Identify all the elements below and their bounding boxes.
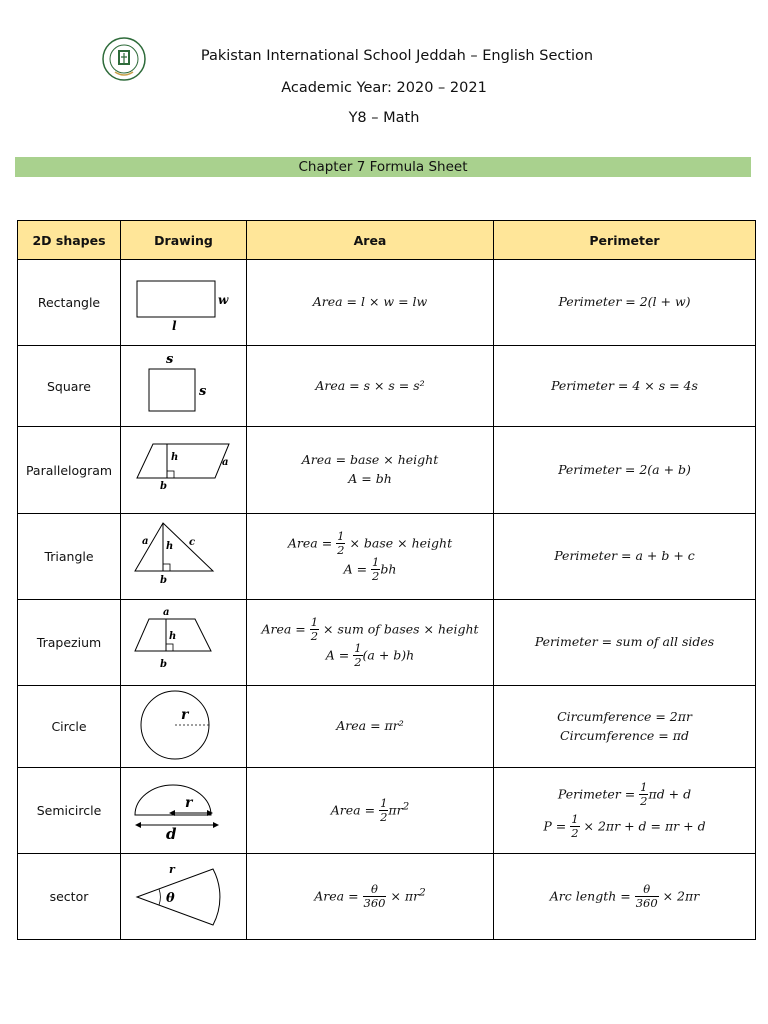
semicircle-drawing — [129, 773, 239, 845]
label-a: a — [162, 606, 169, 618]
shape-name: Circle — [18, 686, 121, 768]
shape-name: Semicircle — [18, 768, 121, 854]
formula-table — [17, 220, 756, 940]
table-row — [18, 686, 756, 768]
table-row — [18, 346, 756, 427]
label-r: r — [180, 706, 188, 723]
perimeter-formula: Perimeter = 2(l + w) — [494, 260, 756, 346]
area-formula: Area = $\frac{1}{2}$ × base × height A = $\frac{1}{2}$ bh — [247, 514, 494, 600]
table-row — [18, 427, 756, 514]
label-a: a — [221, 457, 228, 468]
subject-title: Y8 – Math — [348, 110, 420, 126]
label-h: h — [165, 540, 173, 552]
academic-year: Academic Year: 2020 – 2021 — [281, 80, 487, 96]
column-header: Area — [247, 221, 494, 260]
area-formula: Area = $\frac{1}{2}$ $\pi r^2$ — [247, 768, 494, 854]
perimeter-formula: Perimeter = $\frac{1}{2}$ πd + d P = $\frac{1}{2}$ × 2πr + d = πr + d — [494, 768, 756, 854]
perimeter-formula: Perimeter = 2(a + b) — [494, 427, 756, 514]
square-drawing — [129, 347, 239, 421]
drawing-cell — [121, 260, 247, 346]
label-h: h — [170, 452, 178, 463]
label-r: r — [168, 862, 175, 876]
parallelogram-drawing — [129, 438, 239, 498]
drawing-cell — [121, 686, 247, 768]
area-formula: Area = $\frac{1}{2}$ × sum of bases × height A = $\frac{1}{2}$ (a + b)h — [247, 600, 494, 686]
perimeter-formula: Circumference = 2πr Circumference = πd — [494, 686, 756, 768]
rectangle-drawing — [129, 271, 239, 331]
column-header: 2D shapes — [18, 221, 121, 260]
table-row — [18, 260, 756, 346]
area-formula: Area = base × height A = bh — [247, 427, 494, 514]
table-header-row — [18, 221, 756, 260]
perimeter-formula: Perimeter = a + b + c — [494, 514, 756, 600]
label-s-top: s — [165, 352, 173, 367]
column-header: Drawing — [121, 221, 247, 260]
triangle-drawing — [129, 519, 239, 591]
sector-drawing — [129, 857, 239, 933]
area-formula: Area = πr² — [247, 686, 494, 768]
perimeter-formula: Perimeter = 4 × s = 4s — [494, 346, 756, 427]
label-s-side: s — [198, 384, 206, 399]
column-header: Perimeter — [494, 221, 756, 260]
drawing-cell — [121, 427, 247, 514]
label-b: b — [159, 574, 167, 586]
label-w: w — [217, 292, 228, 307]
school-name: Pakistan International School Jeddah – English Section — [200, 48, 594, 64]
area-formula: Area = l × w = lw — [247, 260, 494, 346]
table-row — [18, 768, 756, 854]
perimeter-formula: Arc length = $\frac{\theta}{360}$ × 2πr — [494, 854, 756, 940]
drawing-cell — [121, 768, 247, 854]
drawing-cell — [121, 346, 247, 427]
shape-name: Parallelogram — [18, 427, 121, 514]
label-l: l — [171, 318, 177, 331]
label-a: a — [141, 535, 148, 547]
area-formula: Area = $\frac{\theta}{360}$ × $\pi r^2$ — [247, 854, 494, 940]
label-h: h — [168, 630, 176, 642]
label-b: b — [159, 481, 167, 492]
shape-name: Triangle — [18, 514, 121, 600]
shape-name: Square — [18, 346, 121, 427]
drawing-cell — [121, 600, 247, 686]
table-row — [18, 600, 756, 686]
label-theta: θ — [165, 890, 175, 906]
label-b: b — [159, 658, 167, 670]
table-row — [18, 514, 756, 600]
label-c: c — [188, 536, 195, 548]
drawing-cell — [121, 514, 247, 600]
shape-name: Trapezium — [18, 600, 121, 686]
area-formula: Area = s × s = s² — [247, 346, 494, 427]
shape-name: Rectangle — [18, 260, 121, 346]
label-r: r — [184, 794, 192, 811]
label-d: d — [165, 824, 176, 843]
chapter-banner: Chapter 7 Formula Sheet — [15, 157, 751, 177]
perimeter-formula: Perimeter = sum of all sides — [494, 600, 756, 686]
drawing-cell — [121, 854, 247, 940]
circle-drawing — [129, 687, 239, 763]
trapezium-drawing — [129, 605, 239, 677]
table-row — [18, 854, 756, 940]
shape-name: sector — [18, 854, 121, 940]
